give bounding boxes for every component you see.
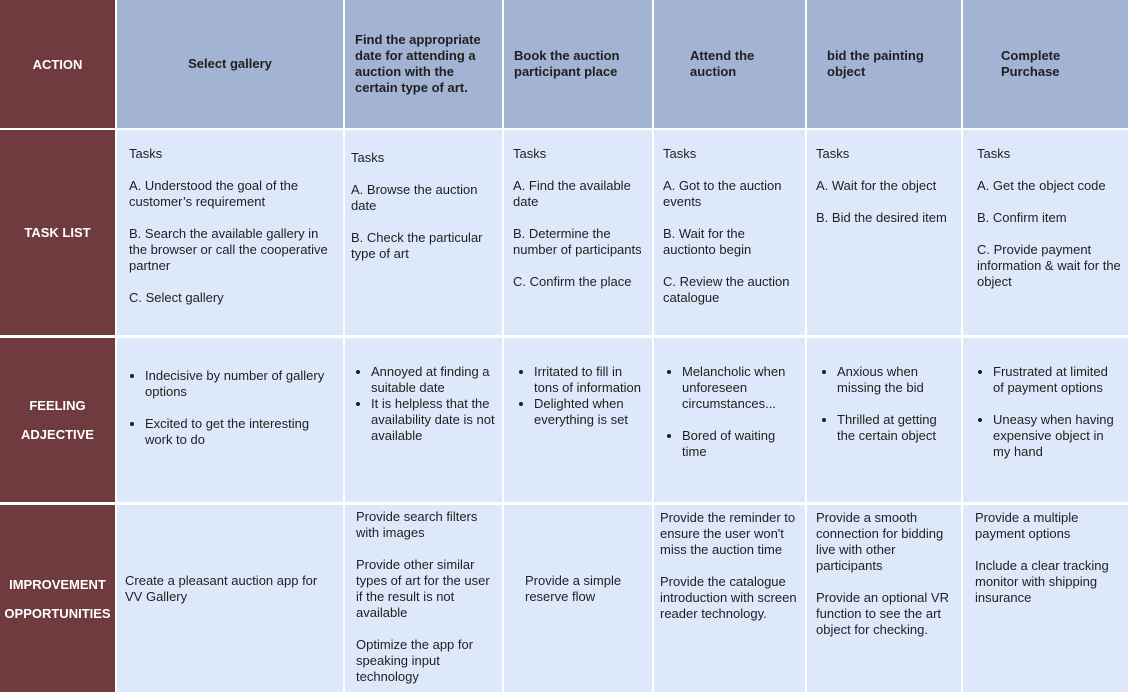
feeling-item: • Anxious when missing the bid <box>837 364 957 396</box>
feeling-item: • Annoyed at finding a suitable date <box>371 364 496 396</box>
feelings-list <box>129 368 335 448</box>
header-find-date-text: Find the appropriate date for attending a auction with the certain type of art. <box>355 32 481 95</box>
row-label-action <box>0 0 115 128</box>
feeling-item: • Thrilled at getting the certain object <box>837 412 957 444</box>
improvement-item: Provide the reminder to ensure the user won't miss the auction time <box>660 510 796 557</box>
task-item: C. Confirm the place <box>513 274 632 289</box>
improvements-cell-book-place <box>504 505 652 692</box>
tasks-cell-bid-painting <box>807 130 961 335</box>
row-label-feeling-line1: FEELING <box>29 398 86 413</box>
task-item: B. Check the particular type of art <box>351 230 483 261</box>
improvement-item: Include a clear tracking monitor with shipping insurance <box>975 558 1109 605</box>
task-item: A. Get the object code <box>977 178 1106 193</box>
row-label-feeling-line2: ADJECTIVE <box>21 427 94 442</box>
header-select-gallery-text: Select gallery <box>188 56 272 71</box>
header-complete-purchase-text: Complete Purchase <box>1001 48 1061 79</box>
improvements-cell-complete-purchase <box>963 505 1128 692</box>
feeling-item: • Delighted when everything is set <box>534 396 646 428</box>
feelings-cell-select-gallery <box>117 338 343 502</box>
tasks-title: Tasks <box>513 146 547 161</box>
row-label-feeling-adjective <box>0 338 115 502</box>
improvement-item: Provide a simple reserve flow <box>525 572 622 604</box>
task-item: A. Understood the goal of the customer’s requirement <box>129 178 299 209</box>
header-book-place-text: Book the auction participant place <box>514 48 620 79</box>
task-item: A. Wait for the object <box>816 178 937 193</box>
tasks-cell-complete-purchase <box>963 130 1128 335</box>
tasks-cell-select-gallery <box>117 130 343 335</box>
feelings-cell-attend-auction <box>654 338 805 502</box>
feelings-cell-complete-purchase <box>963 338 1128 502</box>
task-item: B. Bid the desired item <box>816 210 947 225</box>
task-item: B. Confirm item <box>977 210 1067 225</box>
improvement-item: Provide search filters with images <box>356 509 478 540</box>
header-bid-painting <box>807 0 961 128</box>
tasks-title: Tasks <box>129 146 163 161</box>
task-item: B. Wait for the auctionto begin <box>663 226 752 257</box>
feelings-list <box>518 364 646 428</box>
header-attend-auction-text: Attend the auction <box>690 48 755 79</box>
tasks-cell-book-place <box>504 130 652 335</box>
task-item: C. Select gallery <box>129 290 224 305</box>
row-label-task-list <box>0 130 115 335</box>
task-item: C. Review the auction catalogue <box>663 274 790 305</box>
task-item: A. Browse the auction date <box>351 182 478 213</box>
feelings-list <box>977 364 1122 460</box>
feelings-cell-book-place <box>504 338 652 502</box>
header-bid-painting-text: bid the painting object <box>827 48 924 79</box>
tasks-cell-attend-auction <box>654 130 805 335</box>
task-item: A. Find the available date <box>513 178 631 209</box>
header-select-gallery <box>117 0 343 128</box>
row-label-improvement-line2: OPPORTUNITIES <box>4 605 111 621</box>
improvement-item: Provide a multiple payment options <box>975 510 1079 541</box>
feeling-item: • Uneasy when having expensive object in my hand <box>993 412 1122 460</box>
feelings-list <box>666 364 801 460</box>
feeling-item: • Irritated to fill in tons of information <box>534 364 646 396</box>
feeling-item: • Melancholic when unforeseen circumstances... <box>682 364 801 412</box>
tasks-title: Tasks <box>663 146 697 161</box>
row-label-task-list-text: TASK LIST <box>24 225 91 240</box>
task-item: A. Got to the auction events <box>663 178 782 209</box>
improvements-cell-find-date <box>345 505 502 692</box>
tasks-title: Tasks <box>351 150 385 165</box>
tasks-title: Tasks <box>977 146 1011 161</box>
improvement-item: Create a pleasant auction app for VV Gallery <box>125 572 318 604</box>
tasks-title: Tasks <box>816 146 850 161</box>
task-item: C. Provide payment information & wait for the object <box>977 242 1121 289</box>
row-label-improvement-opportunities <box>0 505 115 692</box>
header-attend-auction <box>654 0 805 128</box>
task-item: B. Search the available gallery in the browser or call the cooperative partner <box>129 226 328 273</box>
feeling-item: • Excited to get the interesting work to do <box>145 416 335 448</box>
feeling-item: • Indecisive by number of gallery options <box>145 368 335 400</box>
feeling-item: • It is helpless that the availability date is not available <box>371 396 496 444</box>
improvements-cell-select-gallery <box>117 505 343 692</box>
row-label-improvement-line1: IMPROVEMENT <box>9 576 106 592</box>
improvement-item: Provide an optional VR function to see the art object for checking. <box>816 590 949 637</box>
header-book-place <box>504 0 652 128</box>
header-complete-purchase <box>963 0 1128 128</box>
improvement-item: Optimize the app for speaking input technology <box>356 637 474 684</box>
feelings-list <box>821 364 957 444</box>
improvement-item: Provide other similar types of art for the user if the result is not available <box>356 557 490 620</box>
task-item: B. Determine the number of participants <box>513 226 642 257</box>
feelings-cell-find-date <box>345 338 502 502</box>
row-label-action-text: ACTION <box>32 56 83 72</box>
tasks-cell-find-date <box>345 130 502 335</box>
improvement-item: Provide the catalogue introduction with screen reader technology. <box>660 574 797 621</box>
improvements-cell-bid-painting <box>807 505 961 692</box>
feelings-cell-bid-painting <box>807 338 961 502</box>
improvements-cell-attend-auction <box>654 505 805 692</box>
improvement-item: Provide a smooth connection for bidding live with other participants <box>816 510 944 573</box>
feeling-item: • Bored of waiting time <box>682 428 801 460</box>
feelings-list <box>355 364 496 444</box>
feeling-item: • Frustrated at limited of payment options <box>993 364 1122 396</box>
header-find-date <box>345 0 502 128</box>
